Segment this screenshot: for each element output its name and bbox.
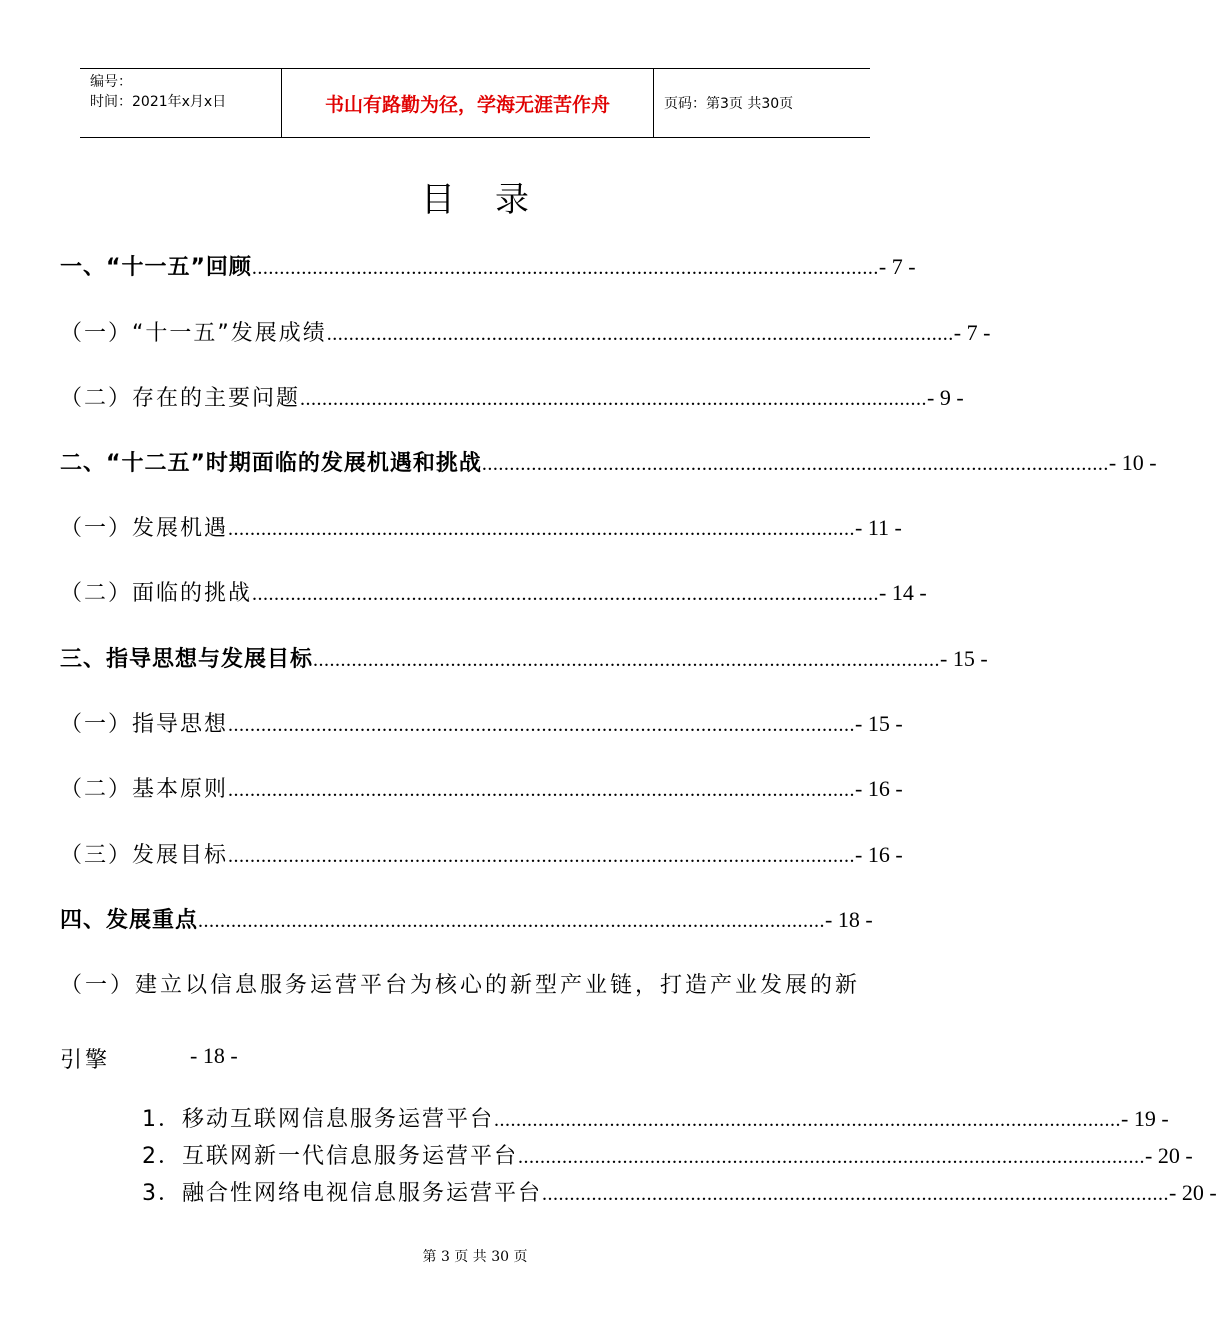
toc-page: - 11 -: [855, 515, 902, 540]
toc-long-entry-page: - 18 -: [190, 1043, 238, 1068]
toc-leader: ..................................................................................................................: [228, 518, 856, 540]
page-footer: 第 3 页 共 30 页: [422, 1249, 528, 1265]
toc-entry-text: （三）发展目标: [60, 843, 229, 868]
toc-page: - 18 -: [825, 907, 873, 932]
toc-entry[interactable]: [60, 250, 916, 281]
toc-entry[interactable]: [60, 642, 988, 673]
toc-entry-text: （一）指导思想: [60, 712, 229, 737]
toc-entry-text: 3．融合性网络电视信息服务运营平台: [142, 1181, 542, 1206]
time-label: 时间：2021年x月x日: [90, 94, 227, 110]
toc-entry-text: （一）发展机遇: [60, 516, 229, 541]
motto: 书山有路勤为径，学海无涯苦作舟: [324, 93, 610, 116]
toc-page: - 15 -: [940, 646, 988, 671]
toc-entry-text: （二）存在的主要问题: [60, 386, 301, 411]
toc-entry-text: 1．移动互联网信息服务运营平台: [142, 1107, 494, 1132]
toc-entry[interactable]: [60, 838, 903, 869]
toc-leader: ..................................................................................................................: [228, 714, 856, 736]
toc-entry[interactable]: [60, 316, 991, 347]
toc-page: - 20 -: [1169, 1180, 1217, 1205]
header-meta: [80, 69, 282, 137]
toc-entry-text: （二）基本原则: [60, 777, 229, 802]
toc-page: - 7 -: [953, 320, 991, 345]
toc-leader: ..................................................................................................................: [518, 1146, 1145, 1168]
toc-entry[interactable]: [60, 707, 903, 738]
toc-leader: ..................................................................................................................: [228, 845, 856, 867]
toc-page: - 9 -: [927, 385, 964, 410]
toc-entry[interactable]: [60, 576, 927, 607]
toc-page: - 19 -: [1121, 1106, 1169, 1131]
toc-entry-text: 2．互联网新一代信息服务运营平台: [142, 1144, 518, 1169]
toc-entry-text: 三、指导思想与发展目标: [60, 647, 314, 672]
toc-entry-text: （二）面临的挑战: [60, 581, 253, 606]
toc-long-entry-line1[interactable]: （一）建立以信息服务运营平台为核心的新型产业链，打造产业发展的新: [60, 973, 861, 998]
toc-entry-text: 二、“十二五”时期面临的发展机遇和挑战: [60, 451, 482, 476]
toc-page: - 7 -: [878, 254, 916, 279]
toc-entry[interactable]: [60, 772, 903, 803]
toc-long-entry-line2[interactable]: 引擎: [60, 1048, 111, 1073]
toc-entry[interactable]: [60, 903, 873, 934]
toc-leader: ..................................................................................................................: [313, 649, 941, 671]
number-label: 编号：: [90, 74, 132, 90]
header-motto-cell: [282, 69, 654, 137]
toc-entry[interactable]: [60, 381, 964, 412]
toc-sub-entry[interactable]: [142, 1176, 1217, 1207]
header-table: [80, 68, 870, 138]
toc-entry-text: （一）“十一五”发展成绩: [60, 321, 327, 346]
toc-sub-entry[interactable]: [142, 1102, 1169, 1133]
toc-page: - 10 -: [1108, 450, 1157, 475]
toc-entry[interactable]: [60, 511, 902, 542]
toc-leader: ..................................................................................................................: [228, 779, 856, 801]
page-label: 页码：第3页 共30页: [664, 96, 794, 112]
toc-page: - 16 -: [855, 776, 903, 801]
toc-page: - 16 -: [855, 842, 903, 867]
toc-leader: ..................................................................................................................: [326, 323, 954, 345]
toc-entry-text: 一、“十一五”回顾: [60, 255, 252, 280]
toc-entry[interactable]: [60, 446, 1157, 477]
toc-leader: ..................................................................................................................: [300, 388, 928, 410]
toc-leader: ..................................................................................................................: [252, 583, 880, 605]
toc-page: - 15 -: [855, 711, 903, 736]
toc-leader: ..................................................................................................................: [494, 1109, 1121, 1131]
toc-page: - 14 -: [879, 580, 927, 605]
toc-leader: ..................................................................................................................: [251, 257, 879, 279]
header-page-cell: [654, 69, 870, 137]
toc-leader: ..................................................................................................................: [542, 1183, 1169, 1205]
toc-entry-text: 四、发展重点: [60, 908, 199, 933]
toc-page: - 20 -: [1145, 1143, 1193, 1168]
toc-leader: ..................................................................................................................: [481, 453, 1109, 475]
toc-leader: ..................................................................................................................: [198, 910, 826, 932]
toc-sub-entry[interactable]: [142, 1139, 1193, 1170]
page-title: 目录: [421, 180, 569, 220]
